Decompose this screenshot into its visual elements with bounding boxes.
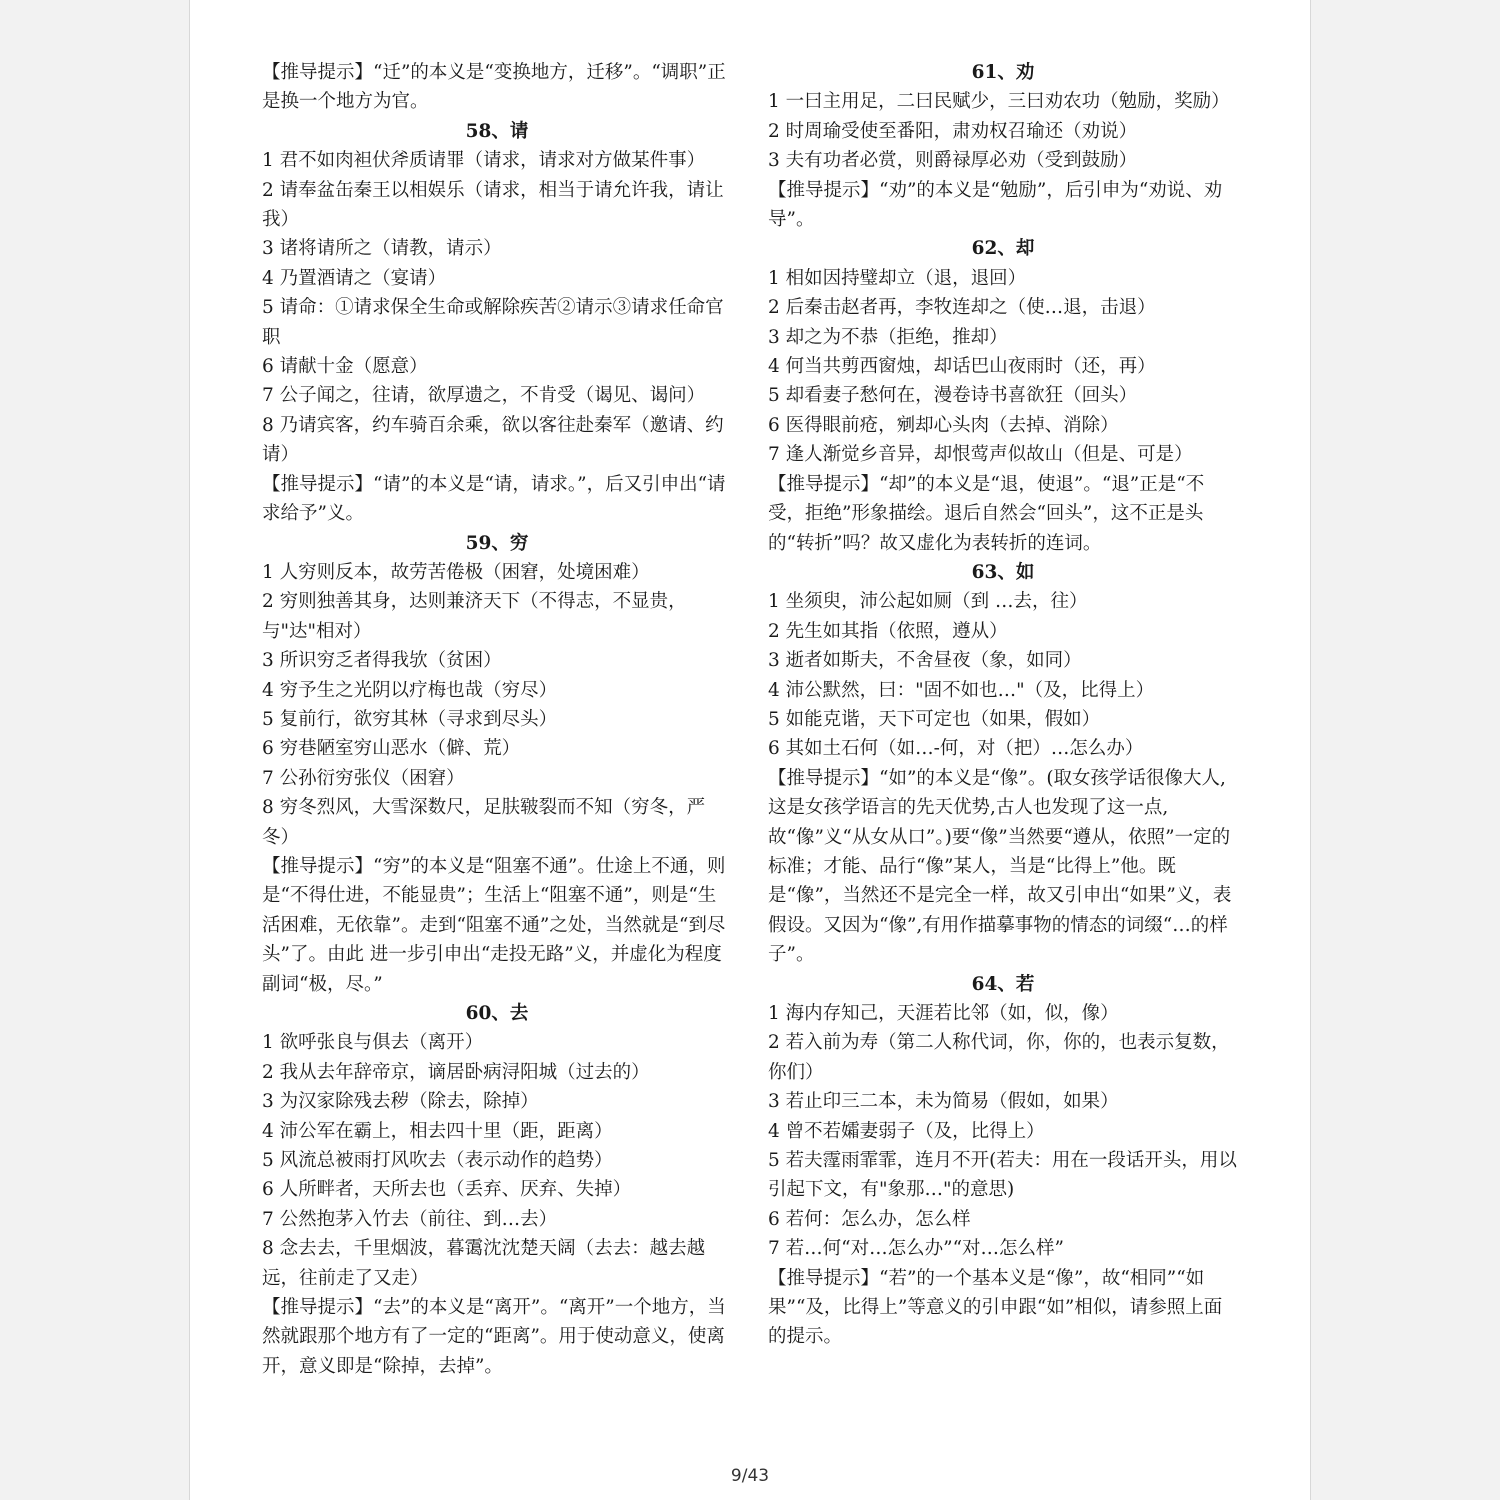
example-entry: 5 若夫霪雨霏霏，连月不开(若夫：用在一段话开头，用以引起下文，有"象那…"的意思) bbox=[768, 1150, 1237, 1201]
example-entry: 7 公子闻之，往请，欲厚遗之，不肯受（谒见、谒问） bbox=[262, 385, 706, 407]
example-entry: 2 穷则独善其身，达则兼济天下（不得志，不显贵，与"达"相对） bbox=[262, 591, 687, 642]
right-column bbox=[768, 58, 1238, 1352]
derivation-hint: 【推导提示】“去”的本义是“离开”。“离开”一个地方，当然就跟那个地方有了一定的“距离”。用于使动意义，使离开，意义即是“除掉，去掉”。 bbox=[262, 1297, 726, 1377]
example-entry: 3 却之为不恭（拒绝，推却） bbox=[768, 326, 1008, 348]
section-heading: 62、却 bbox=[971, 238, 1035, 260]
derivation-hint: 【推导提示】“如”的本义是“像”。(取女孩学话很像大人,这是女孩学语言的先天优势,古人也发现了这一点,故“像”义“从女从口”。)要“像”当然要“遵从，依照”一定的标准；才能、品行“像”某人，当是“比得上”他。既是“像”，当然还不是完全一样，故又引申出“如果”义，表假设。又因为“像”,有用作描摹事物的情态的词缀“…的样子”。 bbox=[768, 767, 1232, 966]
document-page bbox=[189, 0, 1311, 1500]
example-entry: 3 夫有功者必赏，则爵禄厚必劝（受到鼓励） bbox=[768, 150, 1138, 172]
derivation-hint: 【推导提示】“请”的本义是“请，请求。”，后又引申出“请求给予”义。 bbox=[262, 473, 726, 525]
section-heading: 63、如 bbox=[971, 561, 1035, 583]
example-entry: 5 复前行，欲穷其林（寻求到尽头） bbox=[262, 708, 558, 730]
example-entry: 1 欲呼张良与俱去（离开） bbox=[262, 1032, 484, 1054]
section-heading: 60、去 bbox=[465, 1003, 529, 1024]
derivation-hint: 【推导提示】“迁”的本义是“变换地方，迁移”。“调职”正是换一个地方为官。 bbox=[262, 62, 726, 113]
section-heading: 58、请 bbox=[465, 120, 529, 142]
example-entry: 2 时周瑜受使至番阳，肃劝权召瑜还（劝说） bbox=[768, 120, 1138, 142]
example-entry: 3 所识穷乏者得我欤（贫困） bbox=[262, 650, 502, 672]
example-entry: 8 乃请宾客，约车骑百余乘，欲以客往赴秦军（邀请、约请） bbox=[262, 414, 724, 466]
example-entry: 6 其如土石何（如…-何，对（把）…怎么办） bbox=[768, 738, 1144, 760]
example-entry: 4 穷予生之光阴以疗梅也哉（穷尽） bbox=[262, 679, 558, 701]
section-heading: 64、若 bbox=[971, 973, 1035, 995]
example-entry: 1 海内存知己，天涯若比邻（如，似，像） bbox=[768, 1003, 1119, 1024]
example-entry: 6 穷巷陋室穷山恶水（僻、荒） bbox=[262, 738, 521, 760]
example-entry: 1 君不如肉袒伏斧质请罪（请求，请求对方做某件事） bbox=[262, 150, 706, 172]
example-entry: 2 先生如其指（依照，遵从） bbox=[768, 620, 1008, 642]
page-number: 9/43 bbox=[730, 1466, 770, 1486]
example-entry: 3 诸将请所之（请教，请示） bbox=[262, 238, 502, 260]
example-entry: 2 请奉盆缶秦王以相娱乐（请求，相当于请允许我，请让我） bbox=[262, 179, 724, 231]
derivation-hint: 【推导提示】“穷”的本义是“阻塞不通”。仕途上不通，则是“不得仕进，不能显贵”；生活上“阻塞不通”，则是“生活困难，无依靠”。走到“阻塞不通”之处，当然就是“到尽头”了。由此 进一步引申出“走投无路”义，并虚化为程度副词“极，尽。” bbox=[262, 855, 726, 995]
example-entry: 4 何当共剪西窗烛，却话巴山夜雨时（还，再） bbox=[768, 356, 1156, 378]
derivation-hint: 【推导提示】“却”的本义是“退，使退”。“退”正是“不受，拒绝”形象描绘。退后自然会“回头”，这不正是头的“转折”吗？故又虚化为表转折的连词。 bbox=[768, 473, 1205, 554]
section-heading: 59、穷 bbox=[465, 532, 529, 554]
example-entry: 6 医得眼前疮，剜却心头肉（去掉、消除） bbox=[768, 414, 1119, 436]
example-entry: 3 若止印三二本，未为简易（假如，如果） bbox=[768, 1091, 1119, 1113]
example-entry: 6 若何：怎么办，怎么样 bbox=[768, 1208, 971, 1230]
example-entry: 1 一曰主用足，二曰民赋少，三曰劝农功（勉励，奖励） bbox=[768, 91, 1230, 113]
example-entry: 1 坐须臾，沛公起如厕（到 …去，往） bbox=[768, 591, 1088, 613]
example-entry: 2 我从去年辞帝京，谪居卧病浔阳城（过去的） bbox=[262, 1061, 650, 1083]
derivation-hint: 【推导提示】“若”的一个基本义是“像”，故“相同”“如果”“及，比得上”等意义的引申跟“如”相似，请参照上面的提示。 bbox=[768, 1267, 1223, 1348]
example-entry: 5 却看妻子愁何在，漫卷诗书喜欲狂（回头） bbox=[768, 385, 1138, 407]
example-entry: 4 乃置酒请之（宴请） bbox=[262, 267, 447, 289]
example-entry: 1 人穷则反本，故劳苦倦极（困窘，处境困难） bbox=[262, 561, 650, 583]
example-entry: 4 曾不若孀妻弱子（及，比得上） bbox=[768, 1120, 1045, 1142]
example-entry: 4 沛公默然，曰："固不如也…"（及，比得上） bbox=[768, 679, 1155, 701]
example-entry: 7 公然抱茅入竹去（前往、到…去） bbox=[262, 1208, 558, 1230]
example-entry: 6 人所畔者，天所去也（丢弃、厌弃、失掉） bbox=[262, 1179, 632, 1201]
example-entry: 5 如能克谐，天下可定也（如果，假如） bbox=[768, 708, 1101, 730]
example-entry: 4 沛公军在霸上，相去四十里（距，距离） bbox=[262, 1120, 613, 1142]
example-entry: 7 逢人渐觉乡音异，却恨莺声似故山（但是、可是） bbox=[768, 444, 1193, 466]
derivation-hint: 【推导提示】“劝”的本义是“勉励”，后引申为“劝说、劝导”。 bbox=[768, 179, 1223, 231]
example-entry: 5 风流总被雨打风吹去（表示动作的趋势） bbox=[262, 1150, 613, 1172]
example-entry: 6 请献十金（愿意） bbox=[262, 356, 428, 378]
example-entry: 3 为汉家除残去秽（除去，除掉） bbox=[262, 1091, 539, 1113]
left-column bbox=[262, 58, 732, 1381]
example-entry: 2 若入前为寿（第二人称代词，你，你的，也表示复数，你们） bbox=[768, 1032, 1230, 1083]
example-entry: 7 公孙衍穷张仪（困窘） bbox=[262, 767, 465, 789]
example-entry: 5 请命：①请求保全生命或解除疾苦②请示③请求任命官职 bbox=[262, 297, 724, 348]
example-entry: 1 相如因持璧却立（退，退回） bbox=[768, 267, 1027, 289]
example-entry: 2 后秦击赵者再，李牧连却之（使…退，击退） bbox=[768, 297, 1156, 319]
example-entry: 8 穷冬烈风，大雪深数尺，足肤皲裂而不知（穷冬，严冬） bbox=[262, 797, 706, 848]
example-entry: 3 逝者如斯夫，不舍昼夜（象，如同） bbox=[768, 650, 1082, 672]
example-entry: 7 若…何“对…怎么办”“对…怎么样” bbox=[768, 1238, 1064, 1260]
section-heading: 61、劝 bbox=[971, 62, 1035, 83]
example-entry: 8 念去去，千里烟波，暮霭沈沈楚天阔（去去：越去越远，往前走了又走） bbox=[262, 1238, 706, 1289]
